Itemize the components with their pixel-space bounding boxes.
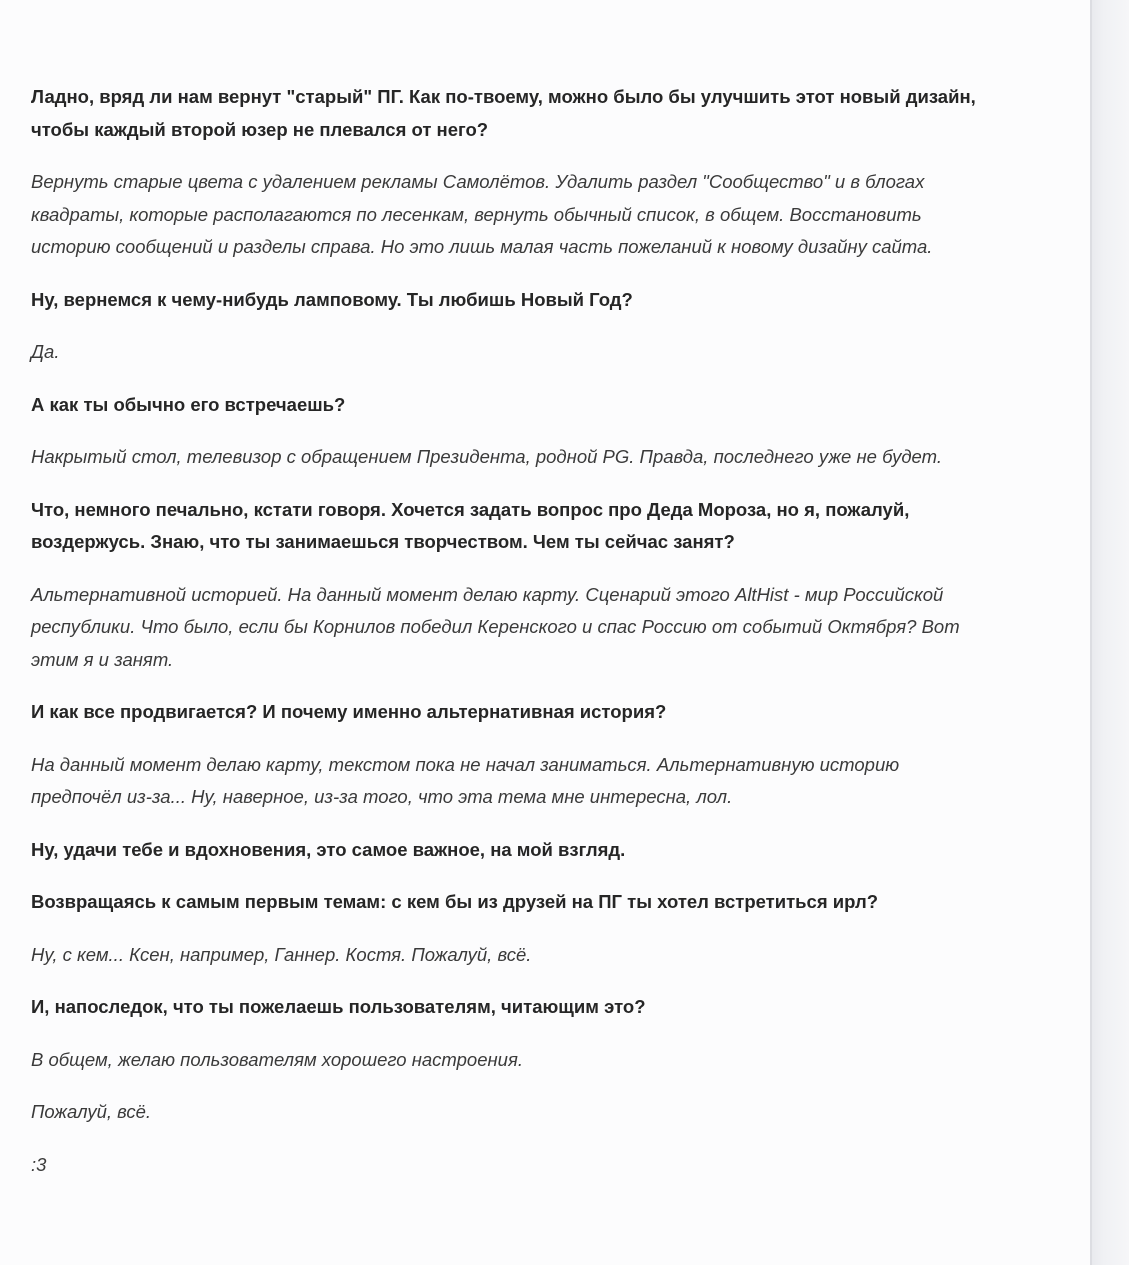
question-paragraph: Что, немного печально, кстати говоря. Хочется задать вопрос про Деда Мороза, но я, пожалуй, воздержусь. Знаю, что ты занимаешься творчеством. Чем ты сейчас занят? <box>31 498 910 552</box>
answer-paragraph: Накрытый стол, телевизор с обращением Президента, родной PG. Правда, последнего уже не будет. <box>31 446 942 467</box>
question-paragraph: И, напоследок, что ты пожелаешь пользователям, читающим это? <box>31 996 646 1017</box>
question-paragraph: Ладно, вряд ли нам вернут "старый" ПГ. Как по-твоему, можно было бы улучшить этот новый дизайн, чтобы каждый второй юзер не плевался от него? <box>31 86 976 140</box>
answer-paragraph: Вернуть старые цвета с удалением рекламы Самолётов. Удалить раздел "Сообщество" и в блогах квадраты, которые располагаются по лесенкам, вернуть обычный список, в общем. Восстановить историю сообщений и разделы справа. Но это лишь малая часть пожеланий к новому дизайну сайта. <box>31 171 933 257</box>
question-paragraph: Ну, вернемся к чему-нибудь ламповому. Ты любишь Новый Год? <box>31 288 633 310</box>
answer-paragraph: На данный момент делаю карту, текстом пока не начал заниматься. Альтернативную историю предпочёл из-за... Ну, наверное, из-за того, что эта тема мне интересна, лол. <box>31 753 900 807</box>
question-paragraph: Возвращаясь к самым первым темам: с кем бы из друзей на ПГ ты хотел встретиться ирл? <box>31 891 879 912</box>
answer-paragraph: :3 <box>31 1153 47 1175</box>
question-paragraph: А как ты обычно его встречаешь? <box>31 393 346 415</box>
question-paragraph: Ну, удачи тебе и вдохновения, это самое важное, на мой взгляд. <box>31 838 626 860</box>
scanner-margin <box>1092 0 1129 1265</box>
interview-text <box>31 81 991 1201</box>
question-paragraph: И как все продвигается? И почему именно альтернативная история? <box>31 701 667 722</box>
answer-paragraph: Ну, с кем... Ксен, например, Ганнер. Костя. Пожалуй, всё. <box>31 943 532 965</box>
answer-paragraph: Пожалуй, всё. <box>31 1101 152 1122</box>
answer-paragraph: Да. <box>31 341 60 362</box>
answer-paragraph: В общем, желаю пользователям хорошего настроения. <box>31 1048 523 1070</box>
answer-paragraph: Альтернативной историей. На данный момент делаю карту. Сценарий этого AltHist - мир Российской республики. Что было, если бы Корнилов победил Керенского и спас Россию от событий Октября? Вот этим я и занят. <box>31 583 960 670</box>
